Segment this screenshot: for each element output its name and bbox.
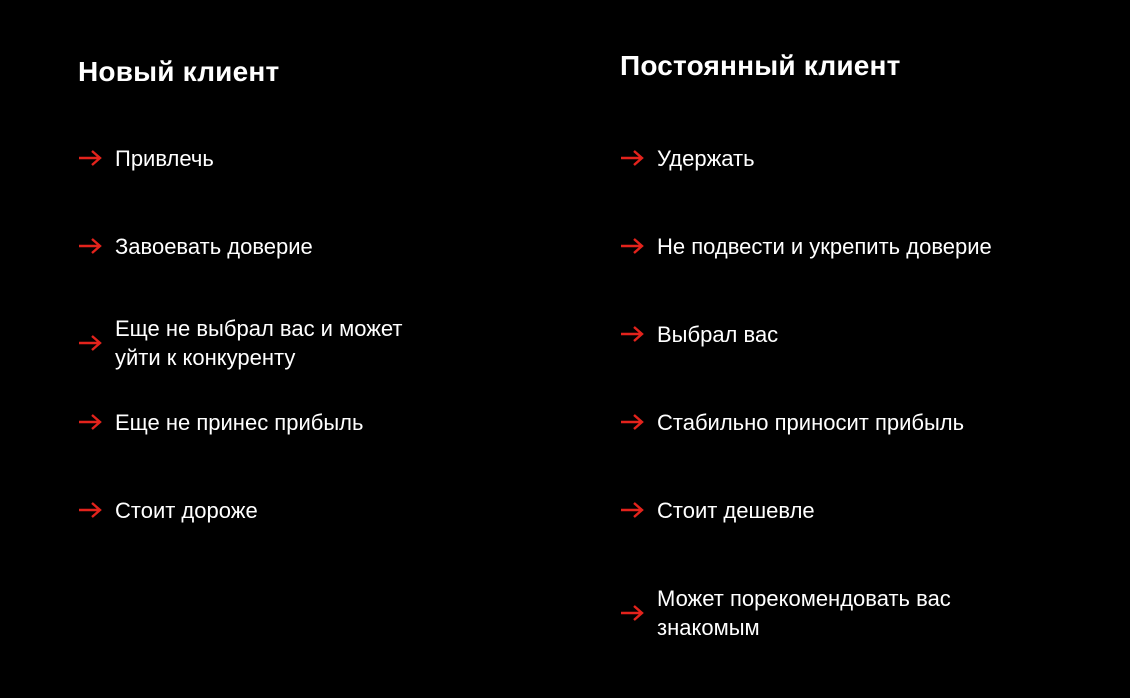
list-item — [620, 583, 951, 643]
item-label: Стоит дешевле — [657, 497, 815, 523]
arrow-right-icon — [78, 237, 102, 255]
new-client-heading: Новый клиент — [78, 56, 280, 87]
arrow-right-icon — [620, 237, 644, 255]
arrow-right-icon — [620, 413, 644, 431]
arrow-right-icon — [620, 149, 644, 167]
item-label: Привлечь — [115, 145, 214, 171]
list-item — [620, 480, 815, 540]
arrow-right-icon — [78, 413, 102, 431]
arrow-right-icon — [620, 604, 644, 622]
item-label: Стоит дороже — [115, 497, 258, 523]
item-label: Стабильно приносит прибыль — [657, 409, 965, 435]
item-label: Удержать — [657, 145, 755, 171]
arrow-right-icon — [78, 334, 102, 352]
arrow-right-icon — [620, 501, 644, 519]
item-label: Выбрал вас — [657, 321, 779, 347]
list-item — [620, 392, 964, 452]
item-label: Может порекомендовать вас знакомым — [657, 586, 951, 640]
arrow-right-icon — [78, 501, 102, 519]
list-item — [620, 216, 992, 276]
regular-client-heading: Постоянный клиент — [620, 50, 901, 81]
arrow-right-icon — [620, 325, 644, 343]
list-item — [620, 128, 755, 188]
list-item — [78, 480, 258, 540]
list-item — [78, 313, 403, 373]
item-label: Еще не принес прибыль — [115, 409, 364, 435]
arrow-right-icon — [78, 149, 102, 167]
list-item — [620, 304, 778, 364]
item-label: Завоевать доверие — [115, 233, 313, 259]
list-item — [78, 128, 214, 188]
list-item — [78, 392, 363, 452]
item-label: Еще не выбрал вас и может уйти к конкуренту — [115, 316, 403, 370]
item-label: Не подвести и укрепить доверие — [657, 233, 992, 259]
list-item — [78, 216, 313, 276]
